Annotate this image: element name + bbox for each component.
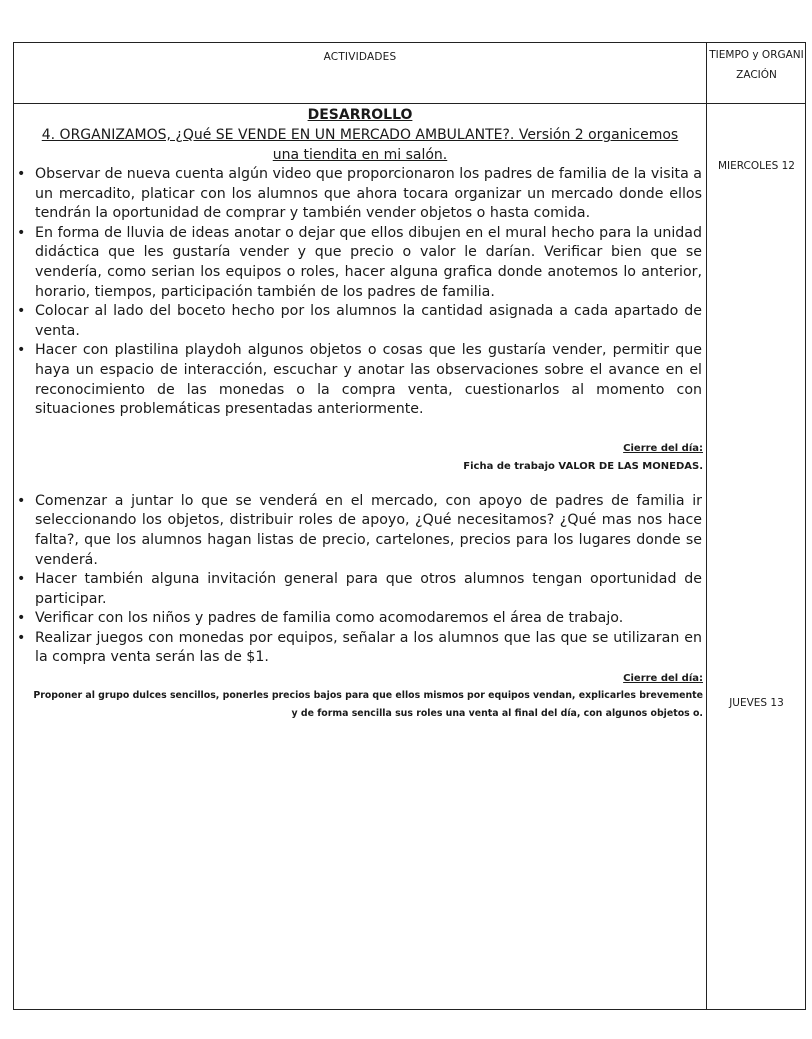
column-divider (706, 43, 707, 1009)
planning-table (13, 42, 806, 1010)
day1-closing-text: Ficha de trabajo VALOR DE LAS MONEDAS. (463, 460, 703, 472)
header-time-organization: TIEMPO y ORGANIZACIÓN (709, 49, 804, 81)
list-item: • En forma de lluvia de ideas anotar o dejar que ellos dibujen en el mural hecho para la unidad didáctica que les gustaría vender y que precio o valor le darían. Verificar bien que se vendería, como serian los equipos o roles, hacer alguna grafica donde anotemos lo anterior, horario, tiempos, participación también de los padres de familia. (14, 224, 706, 302)
day-label-thursday: JUEVES 13 (729, 697, 784, 709)
day2-activity-list (14, 492, 706, 668)
day1-activity-list (14, 165, 706, 420)
activities-content (14, 103, 706, 723)
header-activities: ACTIVIDADES (323, 51, 397, 63)
list-item: • Hacer también alguna invitación general para que otros alumnos tengan oportunidad de participar. (14, 570, 706, 609)
day2-closing-text: Proponer al grupo dulces sencillos, ponerles precios bajos para que ellos mismos por equipos vendan, explicarles brevemente y de forma sencilla sus roles una venta al final del día, con algunos objetos o. (33, 690, 703, 720)
section-title: DESARROLLO (307, 107, 413, 123)
section-subtitle: 4. ORGANIZAMOS, ¿Qué SE VENDE EN UN MERCADO AMBULANTE?. Versión 2 organicemos una tiendita en mi salón. (41, 127, 679, 163)
day2-closing-label: Cierre del día: (623, 673, 703, 685)
list-item: • Realizar juegos con monedas por equipos, señalar a los alumnos que las que se utilizaran en la compra venta serán las de $1. (14, 629, 706, 668)
day1-closing-label: Cierre del día: (623, 442, 703, 454)
day-label-wednesday: MIERCOLES 12 (717, 160, 795, 172)
list-item: • Verificar con los niños y padres de familia como acomodaremos el área de trabajo. (14, 609, 706, 629)
list-item: • Comenzar a juntar lo que se venderá en el mercado, con apoyo de padres de familia ir seleccionando los objetos, distribuir roles de apoyo, ¿Qué necesitamos? ¿Qué mas nos hace falta?, que los alumnos hagan listas de precio, cartelones, precios para los lugares donde se venderá. (14, 492, 706, 570)
list-item: • Colocar al lado del boceto hecho por los alumnos la cantidad asignada a cada apartado de venta. (14, 302, 706, 341)
list-item: • Observar de nueva cuenta algún video que proporcionaron los padres de familia de la visita a un mercadito, platicar con los alumnos que ahora tocara organizar un mercado donde ellos tendrán la oportunidad de comprar y también vender objetos o hasta comida. (14, 165, 706, 224)
list-item: • Hacer con plastilina playdoh algunos objetos o cosas que les gustaría vender, permitir que haya un espacio de interacción, escuchar y anotar las observaciones sobre el avance en el reconocimiento de las monedas o la compra venta, cuestionarlos al momento con situaciones problemáticas presentadas anteriormente. (14, 341, 706, 419)
